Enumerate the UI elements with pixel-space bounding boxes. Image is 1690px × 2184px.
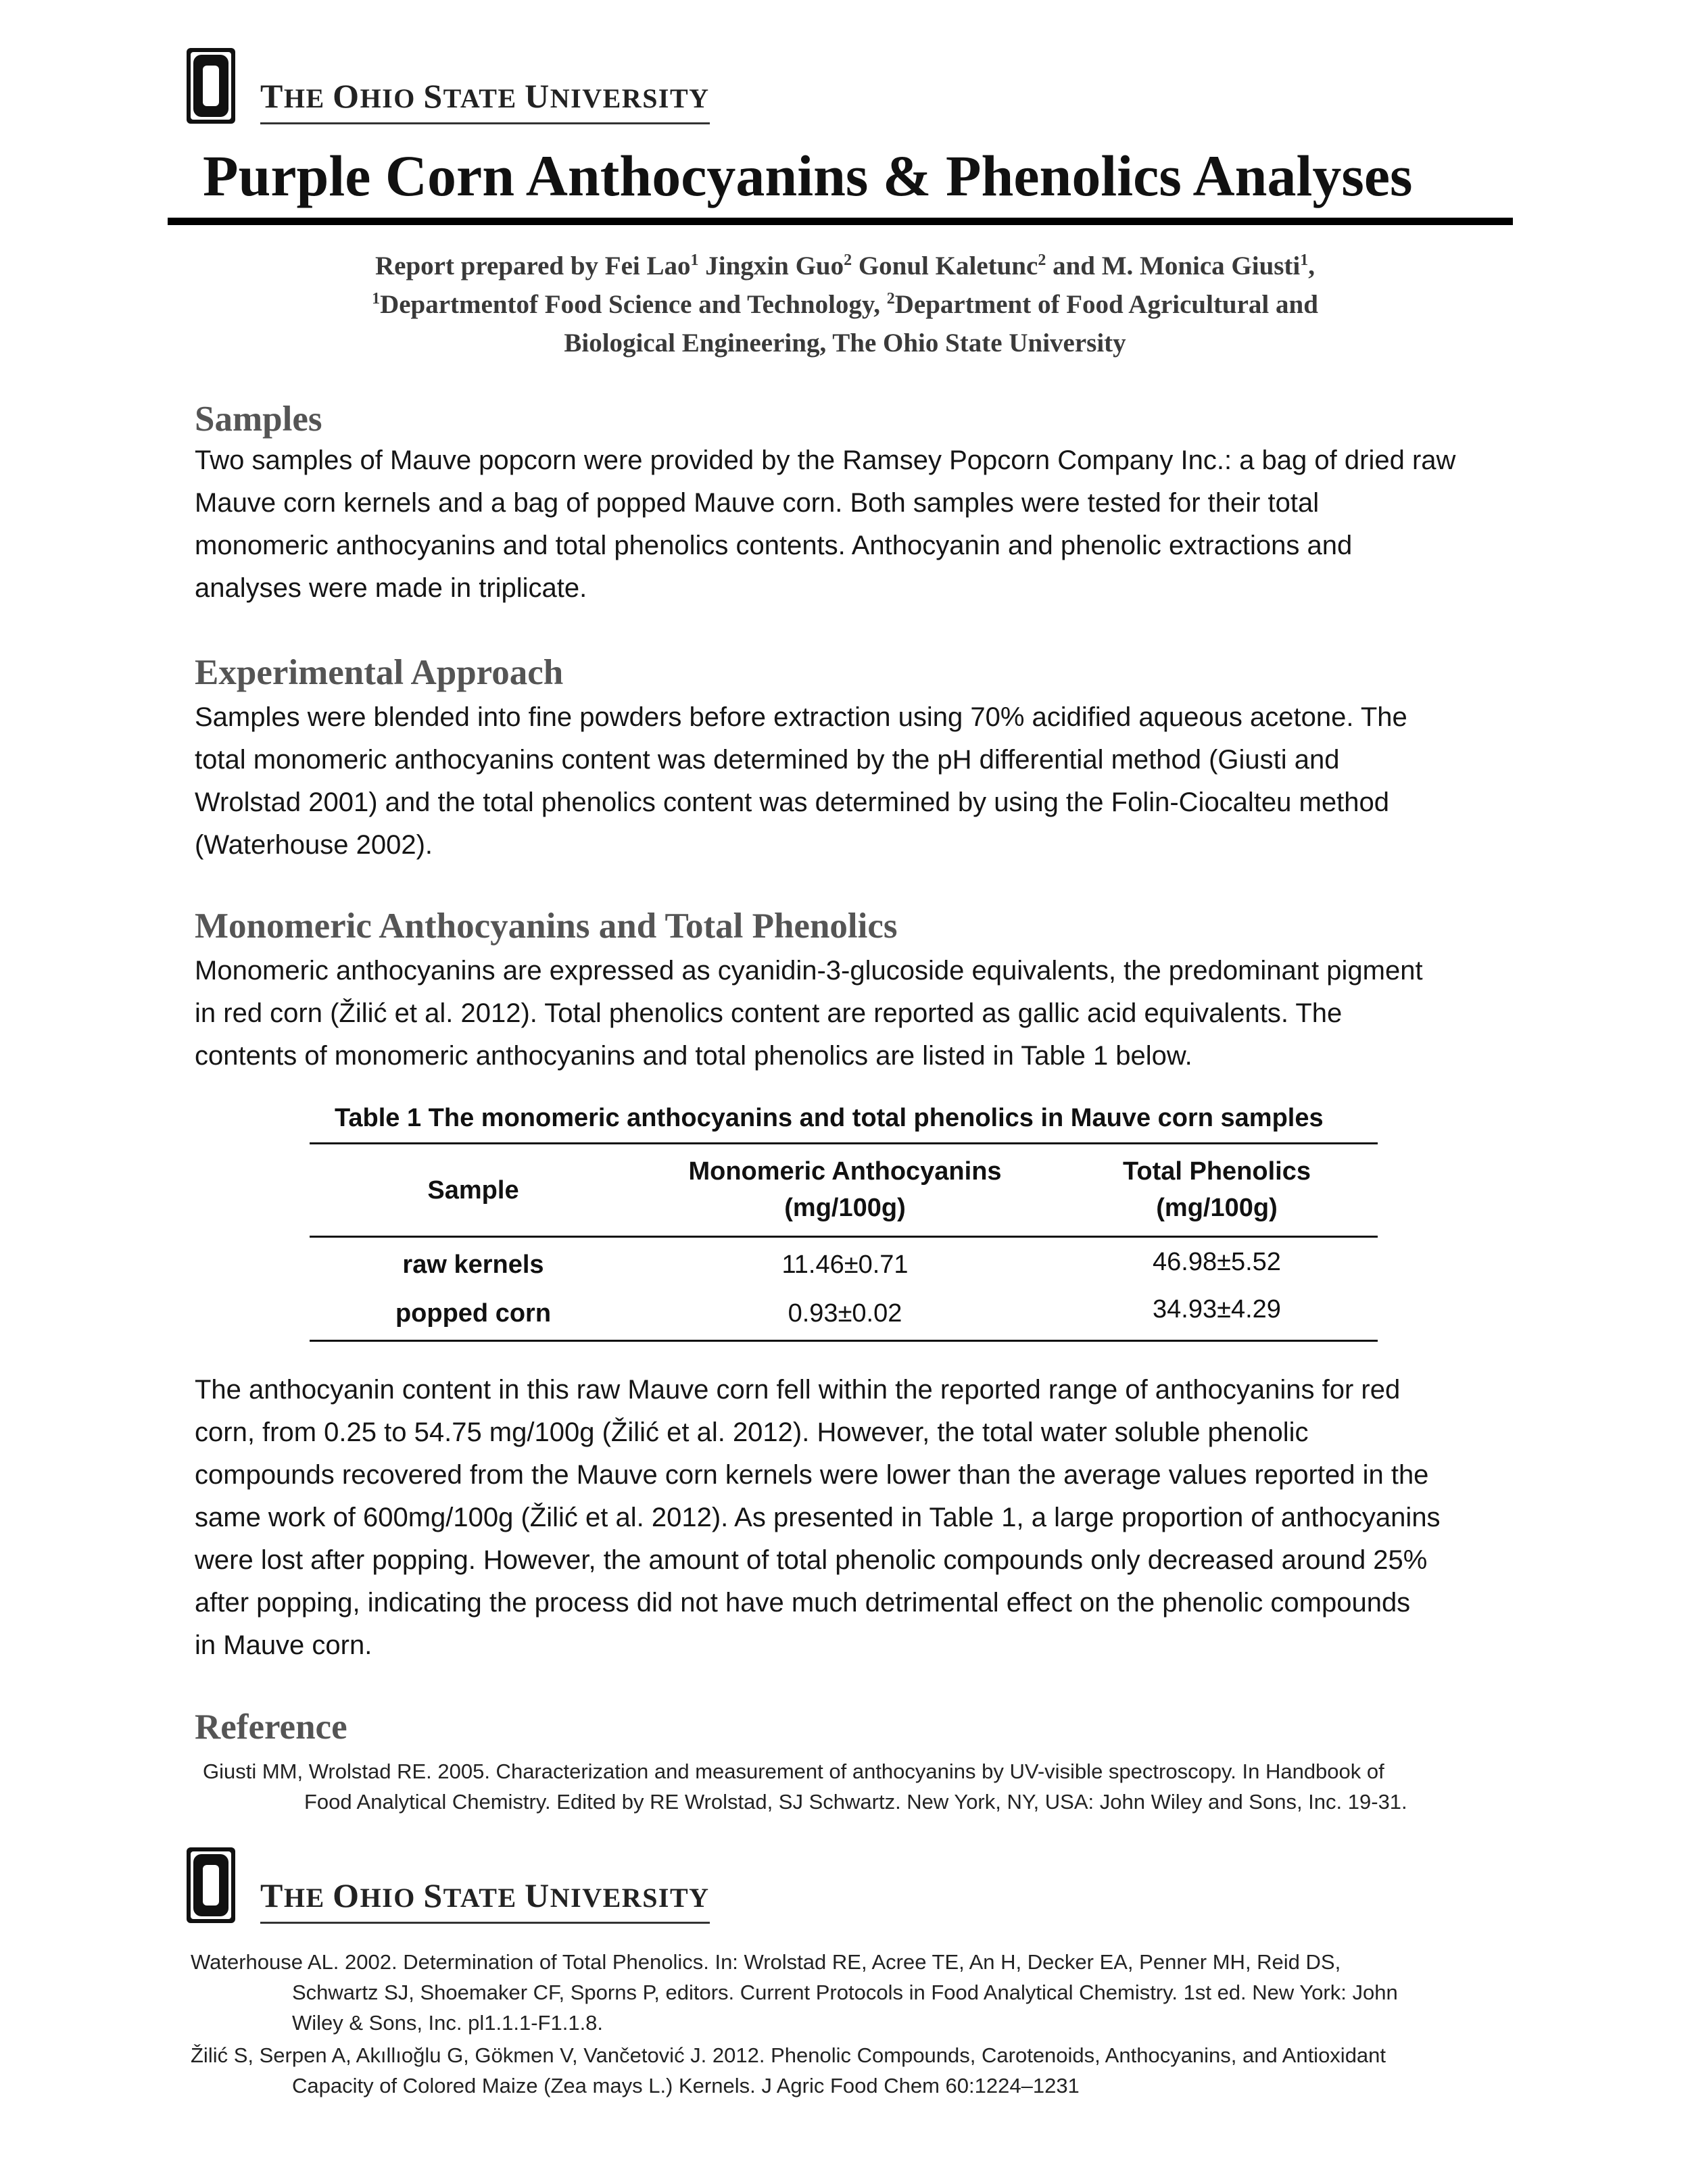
reference-line: Capacity of Colored Maize (Zea mays L.) Kernels. J Agric Food Chem 60:1224–1231 bbox=[292, 2074, 1080, 2097]
header-phenolics-unit: (mg/100g) bbox=[1156, 1194, 1278, 1222]
reference-line: Giusti MM, Wrolstad RE. 2005. Characterization and measurement of anthocyanins by UV-visible spectroscopy. In Handbook of bbox=[203, 1760, 1384, 1783]
text-line: total monomeric anthocyanins content was determined by the pH differential method (Giusti and bbox=[195, 745, 1340, 775]
text-line: in Mauve corn. bbox=[195, 1630, 372, 1660]
discussion-paragraph bbox=[195, 1369, 1441, 1667]
reference-line: Wiley & Sons, Inc. pl1.1.1-F1.1.8. bbox=[292, 2011, 604, 2035]
header-sample: Sample bbox=[427, 1176, 519, 1205]
text-line: compounds recovered from the Mauve corn kernels were lower than the average values reported in the bbox=[195, 1460, 1429, 1490]
reference-entry bbox=[191, 1947, 1398, 2038]
row-anthocyanins: 11.46±0.71 bbox=[781, 1251, 909, 1279]
text-line: after popping, indicating the process did not have much detrimental effect on the phenolic compounds bbox=[195, 1588, 1411, 1618]
header-anthocyanins: Monomeric Anthocyanins bbox=[688, 1157, 1002, 1186]
text-line: monomeric anthocyanins and total phenolics contents. Anthocyanin and phenolic extractions and bbox=[195, 531, 1353, 560]
affiliation-line: $^1$Departmentof Food Science and Technology, $^2$Department of Food Agricultural and bbox=[372, 290, 1318, 319]
monomeric-paragraph bbox=[195, 950, 1423, 1077]
row-sample: raw kernels bbox=[402, 1251, 544, 1279]
row-phenolics: 46.98±5.52 bbox=[1153, 1248, 1281, 1276]
text-line: contents of monomeric anthocyanins and total phenolics are listed in Table 1 below. bbox=[195, 1041, 1192, 1071]
text-line: in red corn (Žilić et al. 2012). Total phenolics content are reported as gallic acid equivalents. The bbox=[195, 998, 1343, 1028]
section-heading-approach: Experimental Approach bbox=[195, 653, 564, 692]
header-phenolics: Total Phenolics bbox=[1122, 1157, 1311, 1186]
text-line: analyses were made in triplicate. bbox=[195, 573, 587, 603]
table-bottom-rule bbox=[310, 1340, 1378, 1342]
text-line: (Waterhouse 2002). bbox=[195, 830, 433, 860]
samples-paragraph bbox=[195, 439, 1455, 610]
header-anthocyanins-unit: (mg/100g) bbox=[784, 1194, 906, 1222]
text-line: Wrolstad 2001) and the total phenolics content was determined by using the Folin-Ciocalteu method bbox=[195, 787, 1389, 817]
approach-paragraph bbox=[195, 696, 1407, 867]
block-o-icon bbox=[186, 47, 236, 124]
university-logo-bottom bbox=[186, 1847, 710, 1924]
reference-line: Žilić S, Serpen A, Akıllıoğlu G, Gökmen V, Vančetović J. 2012. Phenolic Compounds, Carotenoids, Anthocyanins, and Antioxidant bbox=[191, 2043, 1386, 2067]
text-line: Samples were blended into fine powders before extraction using 70% acidified aqueous acetone. The bbox=[195, 702, 1407, 732]
table-top-rule bbox=[310, 1142, 1378, 1144]
text-line: The anthocyanin content in this raw Mauve corn fell within the reported range of anthocyanins for red bbox=[195, 1375, 1401, 1405]
university-name: THE OHIO STATE UNIVERSITY bbox=[260, 76, 710, 124]
row-anthocyanins: 0.93±0.02 bbox=[788, 1299, 902, 1328]
reference-line: Schwartz SJ, Shoemaker CF, Sporns P, editors. Current Protocols in Food Analytical Chemistry. 1st ed. New York: John bbox=[292, 1981, 1398, 2004]
reference-line: Waterhouse AL. 2002. Determination of Total Phenolics. In: Wrolstad RE, Acree TE, An H, Decker EA, Penner MH, Reid DS, bbox=[191, 1950, 1341, 1974]
section-heading-reference: Reference bbox=[195, 1707, 347, 1747]
author-block bbox=[169, 247, 1521, 362]
text-line: Two samples of Mauve popcorn were provided by the Ramsey Popcorn Company Inc.: a bag of dried raw bbox=[195, 445, 1456, 475]
title-divider bbox=[168, 218, 1513, 225]
reference-entry bbox=[203, 1756, 1407, 1817]
table-header-rule bbox=[310, 1236, 1378, 1238]
reference-entry bbox=[191, 2040, 1386, 2101]
affiliation-line: Biological Engineering, The Ohio State University bbox=[564, 329, 1126, 358]
text-line: Mauve corn kernels and a bag of popped Mauve corn. Both samples were tested for their total bbox=[195, 488, 1320, 518]
block-o-icon bbox=[186, 1847, 236, 1924]
section-heading-samples: Samples bbox=[195, 399, 322, 439]
text-line: corn, from 0.25 to 54.75 mg/100g (Žilić et al. 2012). However, the total water soluble phenolic bbox=[195, 1417, 1309, 1447]
reference-line: Food Analytical Chemistry. Edited by RE Wrolstad, SJ Schwartz. New York, NY, USA: John Wiley and Sons, Inc. 19-31. bbox=[304, 1790, 1407, 1814]
text-line: Monomeric anthocyanins are expressed as cyanidin-3-glucoside equivalents, the predominant pigment bbox=[195, 956, 1423, 986]
section-heading-monomeric: Monomeric Anthocyanins and Total Phenolics bbox=[195, 906, 898, 946]
row-phenolics: 34.93±4.29 bbox=[1153, 1295, 1281, 1324]
page-title: Purple Corn Anthocyanins & Phenolics Analyses bbox=[203, 143, 1413, 208]
university-logo-top bbox=[186, 47, 710, 124]
row-sample: popped corn bbox=[395, 1299, 552, 1328]
text-line: same work of 600mg/100g (Žilić et al. 2012). As presented in Table 1, a large proportion of anthocyanins bbox=[195, 1503, 1441, 1532]
text-line: were lost after popping. However, the amount of total phenolic compounds only decreased around 25% bbox=[195, 1545, 1428, 1575]
author-line: Report prepared by Fei Lao$^1$ Jingxin Guo$^2$ Gonul Kaletunc$^2$ and M. Monica Giusti$^1$, bbox=[375, 251, 1315, 281]
table-caption: Table 1 The monomeric anthocyanins and total phenolics in Mauve corn samples bbox=[335, 1104, 1324, 1132]
university-name: THE OHIO STATE UNIVERSITY bbox=[260, 1876, 710, 1924]
